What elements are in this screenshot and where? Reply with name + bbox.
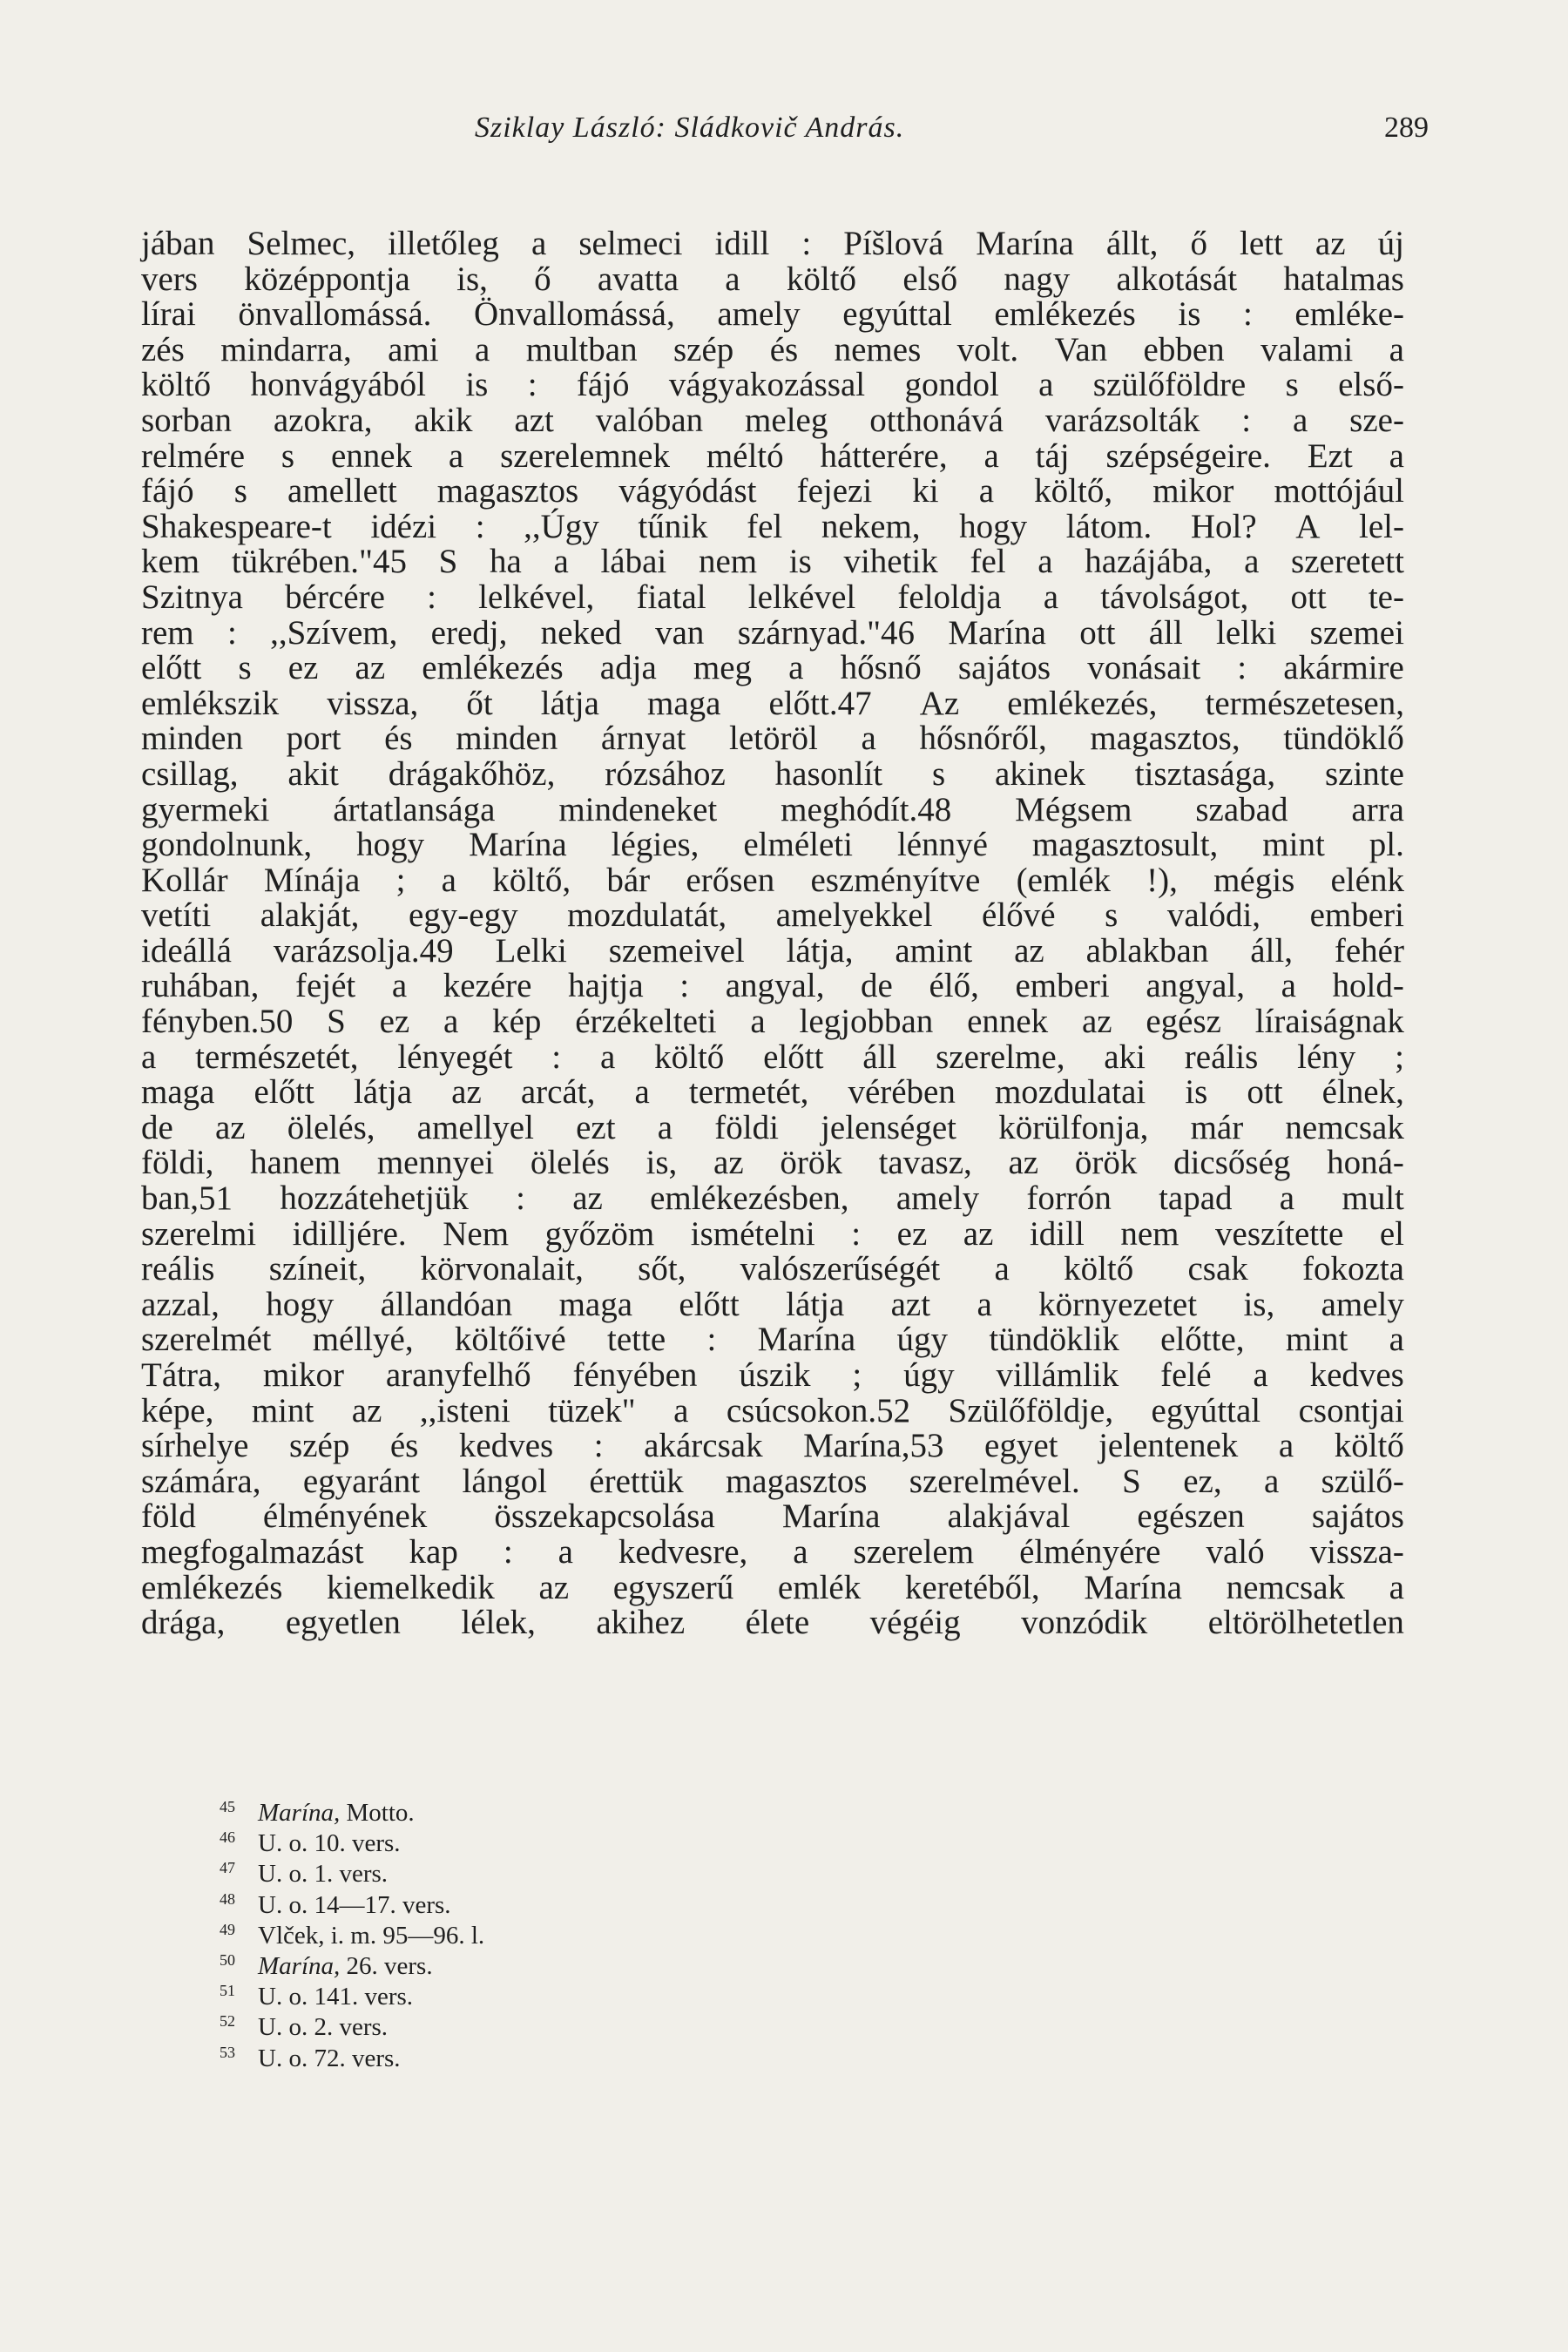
text-line: vers középpontja is, ő avatta a költő első nagy alkotását hatalmas	[141, 260, 1404, 298]
text-line: vetíti alakját, egy-egy mozdulatát, amelyekkel élővé s valódi, emberi	[141, 896, 1404, 935]
text-line: ruhában, fejét a kezére hajtja : angyal, de élő, emberi angyal, a hold-	[141, 967, 1404, 1005]
footnote	[220, 1822, 916, 1858]
text-line: relmére s ennek a szerelemnek méltó hátterére, a táj szépségeire. Ezt a	[141, 436, 1404, 475]
text-line: emlékszik vissza, őt látja maga előtt.47 Az emlékezés, természetesen,	[141, 684, 1404, 722]
footnote-text: U. o. 141. vers.	[258, 1983, 414, 2011]
footnote-text: U. o. 1. vers.	[258, 1860, 389, 1889]
text-line: fényben.50 S ez a kép érzékelteti a legjobban ennek az egész líraiságnak	[141, 1003, 1404, 1041]
text-line: drága, egyetlen lélek, akihez élete végéig vonzódik eltörölhetetlen	[141, 1604, 1404, 1642]
text-line: sorban azokra, akik azt valóban meleg otthonává varázsolták : a sze-	[141, 401, 1404, 439]
text-line: megfogalmazást kap : a kedvesre, a szerelem élményére való vissza-	[141, 1532, 1404, 1571]
text-line: jában Selmec, illetőleg a selmeci idill : Píšlová Marína állt, ő lett az új	[141, 225, 1404, 262]
running-title: Sziklay László: Sládkovič András.	[475, 112, 905, 144]
text-line: emlékezés kiemelkedik az egyszerű emlék keretéből, Marína nemcsak a	[141, 1568, 1404, 1606]
footnote-number: 46	[220, 1828, 235, 1847]
footnote-text: U. o. 10. vers.	[258, 1829, 401, 1858]
footnote-text: U. o. 14—17. vers.	[258, 1890, 451, 1919]
footnote-number: 53	[220, 2043, 235, 2061]
text-line: rem : ,,Szívem, eredj, neked van szárnyad."46 Marína ott áll lelki szemei	[141, 613, 1404, 652]
text-line: minden port és minden árnyat letöröl a hősnőről, magasztos, tündöklő	[141, 720, 1404, 758]
text-line: sírhelye szép és kedves : akárcsak Marína,53 egyet jelentenek a költő	[141, 1427, 1404, 1465]
footnotes	[220, 1792, 916, 2072]
text-line: reális színeit, körvonalait, sőt, valószerűségét a költő csak fokozta	[141, 1250, 1404, 1288]
footnote-number: 48	[220, 1889, 235, 1908]
footnote-work-title: Marína,	[258, 1799, 341, 1827]
text-line: Tátra, mikor aranyfelhő fényében úszik ; úgy villámlik felé a kedves	[141, 1356, 1404, 1394]
text-line: költő honvágyából is : fájó vágyakozással gondol a szülőföldre s első-	[141, 366, 1404, 404]
footnote-text: Motto.	[340, 1799, 415, 1827]
footnote-number: 51	[220, 1982, 235, 2000]
text-line: számára, egyaránt lángol érettük magasztos szerelmével. S ez, a szülő-	[141, 1462, 1404, 1500]
text-line: lírai önvallomássá. Önvallomássá, amely egyúttal emlékezés is : emléke-	[141, 295, 1404, 334]
text-line: fájó s amellett magasztos vágyódást fejezi ki a költő, mikor mottójául	[141, 472, 1404, 510]
text-line: előtt s ez az emlékezés adja meg a hősnő sajátos vonásait : akármire	[141, 649, 1404, 687]
footnote	[220, 1945, 916, 1980]
text-line: gondolnunk, hogy Marína légies, elméleti lénnyé magasztosult, mint pl.	[141, 826, 1404, 864]
text-line: azzal, hogy állandóan maga előtt látja azt a környezetet is, amely	[141, 1285, 1404, 1323]
text-line: a természetét, lényegét : a költő előtt áll szerelme, aki reális lény ;	[141, 1037, 1404, 1076]
footnote-text: U. o. 72. vers.	[258, 2044, 401, 2072]
footnote-number: 50	[220, 1950, 235, 1969]
footnote-text: 26. vers.	[340, 1951, 433, 1980]
footnote	[220, 2006, 916, 2042]
footnote	[220, 1915, 916, 1950]
footnote	[220, 1792, 916, 1827]
text-line: földi, hanem mennyei ölelés is, az örök tavasz, az örök dicsőség honá-	[141, 1144, 1404, 1182]
footnote	[220, 2038, 916, 2072]
text-line: maga előtt látja az arcát, a termetét, vérében mozdulatai is ott élnek,	[141, 1073, 1404, 1112]
text-line: ideállá varázsolja.49 Lelki szemeivel látja, amint az ablakban áll, fehér	[141, 931, 1404, 970]
text-line: Szitnya bércére : lelkével, fiatal lelkével feloldja a távolságot, ott te-	[141, 578, 1404, 616]
text-line: szerelmi idilljére. Nem győzöm ismételni : ez az idill nem veszítette el	[141, 1214, 1404, 1253]
footnote	[220, 1976, 916, 2011]
page-number: 289	[1384, 112, 1429, 144]
text-line: zés mindarra, ami a multban szép és nemes volt. Van ebben valami a	[141, 330, 1404, 368]
running-header	[0, 112, 1568, 155]
text-line: szerelmét méllyé, költőivé tette : Marína úgy tündöklik előtte, mint a	[141, 1321, 1404, 1359]
footnote-number: 52	[220, 2012, 235, 2031]
text-line: föld élményének összekapcsolása Marína alakjával egészen sajátos	[141, 1497, 1404, 1536]
footnote	[220, 1884, 916, 1919]
text-line: Shakespeare-t idézi : ,,Úgy tűnik fel nekem, hogy látom. Hol? A lel-	[141, 507, 1404, 545]
footnote-number: 49	[220, 1920, 235, 1938]
footnote-text: Vlček, i. m. 95—96. l.	[258, 1921, 485, 1950]
footnote-number: 45	[220, 1798, 235, 1815]
text-line: de az ölelés, amellyel ezt a földi jelenséget körülfonja, már nemcsak	[141, 1108, 1404, 1146]
body-text	[141, 226, 1404, 1641]
text-line: kem tükrében."45 S ha a lábai nem is vihetik fel a hazájába, a szeretett	[141, 543, 1404, 581]
footnote-text: U. o. 2. vers.	[258, 2013, 389, 2042]
text-line: Kollár Mínája ; a költő, bár erősen eszményítve (emlék !), mégis elénk	[141, 861, 1404, 899]
footnote-work-title: Marína,	[258, 1951, 341, 1980]
text-line: gyermeki ártatlansága mindeneket meghódít.48 Mégsem szabad arra	[141, 790, 1404, 828]
text-line: ban,51 hozzátehetjük : az emlékezésben, amely forrón tapad a mult	[141, 1179, 1404, 1218]
text-line: csillag, akit drágakőhöz, rózsához hasonlít s akinek tisztasága, szinte	[141, 754, 1404, 793]
text-line: képe, mint az ,,isteni tüzek" a csúcsokon.52 Szülőföldje, egyúttal csontjai	[141, 1391, 1404, 1429]
footnote	[220, 1853, 916, 1889]
footnote-number: 47	[220, 1859, 235, 1877]
